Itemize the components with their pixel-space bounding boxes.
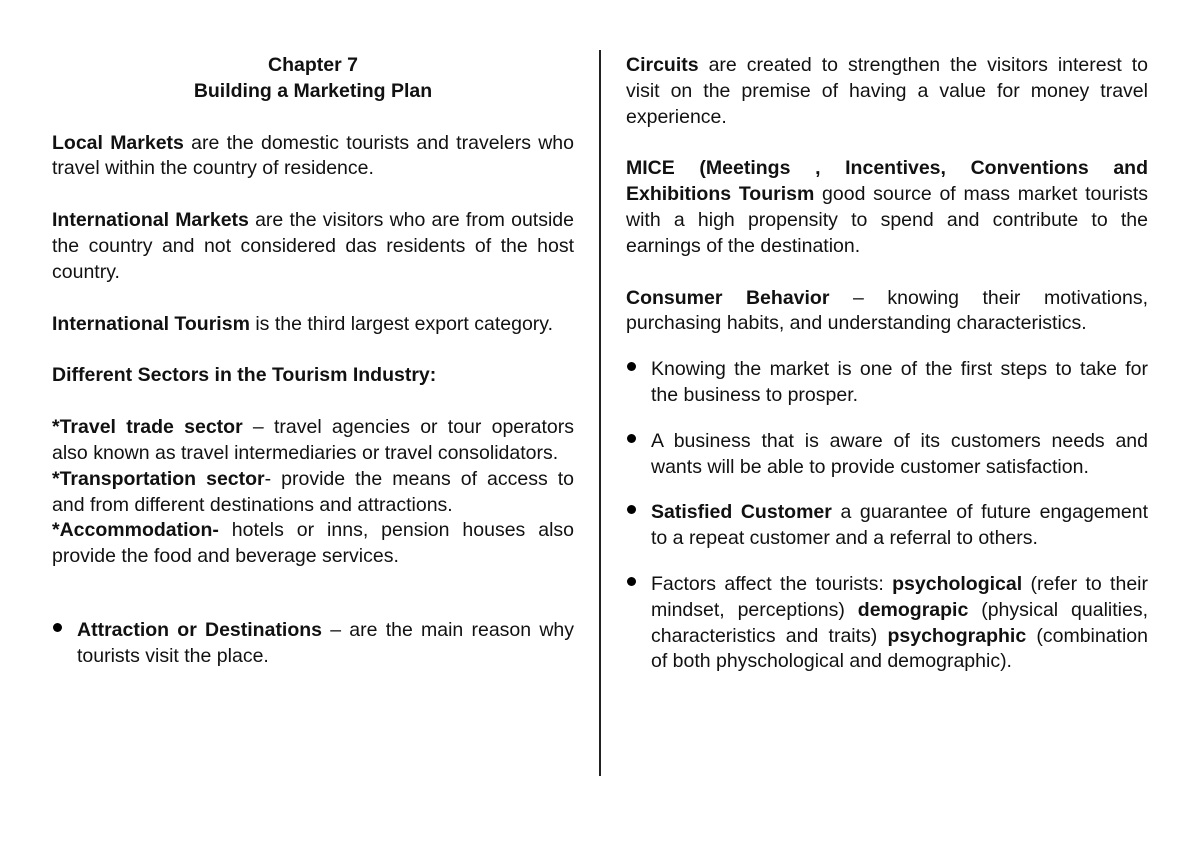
bullet-item-factors (626, 572, 1148, 675)
circuits-paragraph (626, 53, 1148, 130)
bullet-text: Knowing the market is one of the first steps to take for the business to prosper. (651, 358, 1148, 406)
travel-trade-definition: – travel agencies or tour operators also known as travel intermediaries or travel consolidators. (52, 416, 574, 464)
international-tourism-definition: is the third largest export category. (249, 312, 554, 335)
attraction-term: Attraction or Destinations (77, 618, 323, 641)
local-markets-paragraph (52, 131, 574, 183)
travel-trade-paragraph (52, 415, 574, 467)
bullet-dot-icon (627, 434, 636, 443)
psychological-term: psychological (892, 572, 1023, 595)
accommodation-term: *Accommodation- (52, 519, 219, 542)
transportation-paragraph (52, 467, 574, 519)
bullet-item-satisfied-customer (626, 500, 1148, 552)
satisfied-customer-term: Satisfied Customer (651, 501, 832, 524)
sectors-heading (52, 363, 574, 389)
local-markets-term: Local Markets (52, 131, 184, 154)
right-column (626, 53, 1148, 675)
column-divider (599, 50, 601, 776)
consumer-behavior-paragraph (626, 286, 1148, 338)
psychographic-term: psychographic (887, 624, 1027, 647)
international-markets-term: International Markets (52, 209, 249, 232)
left-column (52, 53, 574, 670)
consumer-behavior-definition: – knowing their motivations, purchasing habits, and understanding characteristics. (626, 286, 1148, 335)
bullet-item-knowing-market (626, 357, 1148, 409)
bullet-dot-icon (627, 577, 636, 586)
satisfied-customer-definition: a guarantee of future engagement to a repeat customer and a referral to others. (651, 501, 1148, 550)
bullet-text: A business that is aware of its customers needs and wants will be able to provide customer satisfaction. (651, 429, 1148, 478)
accommodation-definition: hotels or inns, pension houses also provide the food and beverage services. (52, 519, 574, 568)
international-markets-definition: are the visitors who are from outside the country and not considered das residents of the host country. (52, 209, 574, 283)
demographic-definition: (physical qualities, characteristics and traits) (651, 598, 1148, 647)
factors-intro: Factors affect the tourists: (651, 572, 893, 595)
sectors-heading-text: Different Sectors in the Tourism Industry: (52, 364, 437, 387)
psychographic-definition: (combination of both physchological and demographic). (651, 624, 1148, 673)
attraction-bullet-item (52, 618, 574, 670)
local-markets-definition: are the domestic tourists and travelers who travel within the country of residence. (52, 131, 574, 180)
psychological-definition: (refer to their mindset, perceptions) (651, 572, 1148, 621)
transportation-term: *Transportation sector (52, 467, 265, 490)
bullet-dot-icon (627, 505, 636, 514)
chapter-title: Building a Marketing Plan (193, 79, 433, 102)
bullet-dot-icon (53, 623, 62, 632)
bullet-item-aware-business (626, 429, 1148, 481)
accommodation-paragraph (52, 518, 574, 570)
mice-paragraph (626, 156, 1148, 259)
international-markets-paragraph (52, 208, 574, 285)
chapter-number: Chapter 7 (268, 54, 358, 76)
travel-trade-term: *Travel trade sector (52, 416, 243, 439)
circuits-term: Circuits (626, 54, 699, 76)
demographic-term: demograpic (857, 598, 969, 621)
transportation-definition: - provide the means of access to and from different destinations and attractions. (52, 467, 574, 516)
international-tourism-term: International Tourism (52, 312, 250, 335)
attraction-definition: – are the main reason why tourists visit the place. (77, 618, 574, 667)
mice-definition: good source of mass market tourists with a high propensity to spend and contribute to the earnings of the destination. (626, 183, 1148, 257)
mice-term: MICE (Meetings , Incentives, Conventions and Exhibitions Tourism (626, 157, 1148, 206)
circuits-definition: are created to strengthen the visitors interest to visit on the premise of having a value for money travel experience. (626, 54, 1148, 128)
bullet-dot-icon (627, 362, 636, 371)
consumer-behavior-term: Consumer Behavior (626, 286, 830, 309)
international-tourism-paragraph (52, 312, 574, 338)
